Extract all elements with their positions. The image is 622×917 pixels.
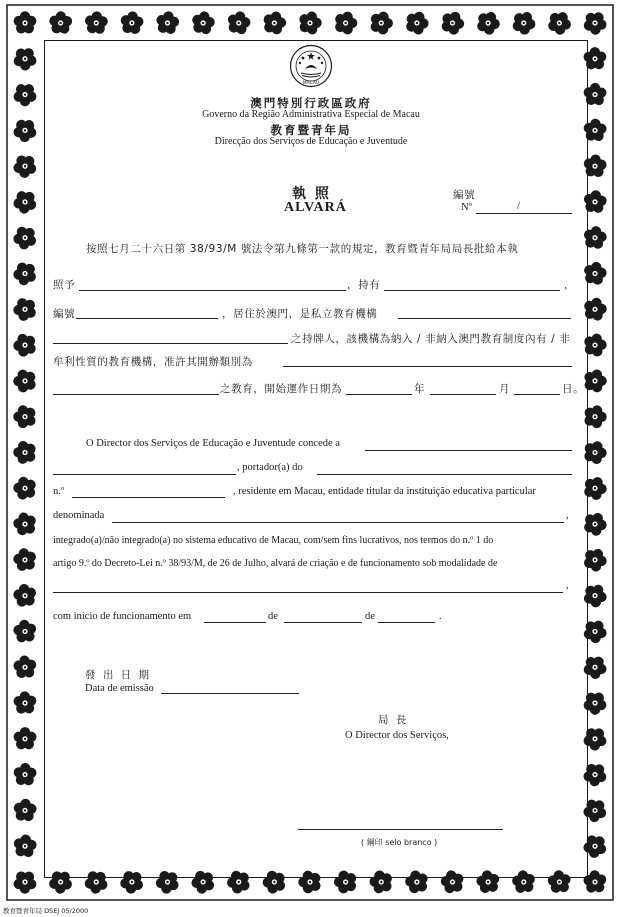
lotus-flower-icon	[10, 221, 42, 253]
grantee-name-field-zh[interactable]	[79, 290, 346, 291]
zh-line-2-a: 照予	[53, 279, 76, 291]
pt-line-3-a: n.º	[53, 486, 65, 497]
pt-line-3-b: , residente em Macau, entidade titular da instituição educativa particular	[233, 486, 536, 497]
macau-emblem-icon	[289, 44, 333, 88]
lotus-flower-icon	[10, 472, 41, 503]
lotus-flower-icon	[10, 257, 42, 289]
document-number-field-zh[interactable]	[76, 318, 218, 319]
title-pt: ALVARÁ	[284, 200, 347, 215]
lotus-flower-icon	[10, 401, 41, 432]
issue-date-label-zh: 發 出 日 期	[85, 669, 152, 681]
department-name-pt: Direcção dos Serviços de Educação e Juventude	[214, 136, 408, 147]
start-month-field-pt[interactable]	[284, 622, 362, 623]
zh-line-5: 牟利性質的教育機構，准許其開辦類別為	[53, 356, 253, 368]
start-day-field-zh[interactable]	[514, 394, 560, 395]
lotus-flower-icon	[155, 10, 181, 35]
lotus-flower-icon	[473, 7, 503, 37]
institution-name-field-zh-1[interactable]	[398, 318, 571, 319]
zh-line-1: 按照七月二十六日第 38/93/M 號法令第九條第一款的規定，教育暨青年局局長批給本執	[86, 243, 519, 255]
seal-note: ( 鋼印 selo branco )	[361, 838, 438, 847]
form-code: 教育暨青年局 DSEJ 05/2000	[3, 907, 89, 915]
lotus-flower-icon	[13, 763, 37, 786]
lotus-flower-icon	[225, 9, 252, 35]
start-day-field-pt[interactable]	[204, 622, 266, 623]
zh-line-6-a: 之教育，開始運作日期為	[220, 383, 343, 395]
lotus-flower-icon	[10, 293, 42, 325]
zh-line-3-a: 編號	[53, 308, 76, 320]
pt-line-7-b: ,	[566, 580, 569, 591]
lotus-flower-icon	[84, 11, 108, 35]
lotus-flower-icon	[190, 9, 216, 35]
lotus-flower-icon	[367, 8, 396, 37]
lotus-flower-icon	[438, 8, 468, 38]
lotus-flower-icon	[11, 616, 41, 646]
department-name-zh: 教育暨青年局	[270, 123, 352, 137]
pt-line-2: , portador(a) do	[237, 462, 303, 473]
issue-date-field[interactable]	[161, 693, 299, 694]
pt-line-8-end: .	[439, 611, 442, 622]
zh-line-4: 之持牌人，該機構為納入 / 非納入澳門教育制度內有 / 非	[291, 333, 571, 345]
pt-line-4-a: denominada	[53, 510, 105, 521]
start-month-field-zh[interactable]	[430, 394, 496, 395]
number-label-zh: 編號	[453, 189, 476, 201]
start-year-field-pt[interactable]	[378, 622, 435, 623]
lotus-flower-icon	[10, 365, 42, 397]
document-type-field-pt[interactable]	[317, 474, 572, 475]
pt-line-4-b: ,	[566, 510, 569, 521]
inner-frame	[44, 40, 588, 878]
pt-de-1: de	[268, 611, 278, 622]
pt-line-5: integrado(a)/não integrado(a) no sistema educativo de Macau, com/sem fins lucrativos, nos termos do n.º 1 do	[53, 535, 494, 546]
pt-line-8-a: com início de funcionamento em	[53, 611, 192, 622]
modality-field-pt[interactable]	[53, 592, 563, 593]
lotus-flower-icon	[509, 7, 540, 37]
number-label-no: Nº	[461, 202, 472, 213]
zh-line-2-b: ，持有	[347, 279, 381, 291]
document-number-field-pt[interactable]	[72, 497, 225, 498]
lotus-flower-icon	[10, 508, 41, 539]
lotus-flower-icon	[14, 727, 37, 749]
issue-date-label-pt: Data de emissão	[85, 683, 154, 694]
pt-de-2: de	[365, 611, 375, 622]
education-type-field-zh-2[interactable]	[53, 394, 219, 395]
month-label-zh: 月	[499, 383, 511, 395]
government-name-pt: Governo da Região Administrativa Especial de Macau	[202, 109, 420, 120]
lotus-flower-icon	[10, 329, 42, 361]
pt-line-1: O Director dos Serviços de Educação e Juventude concede a	[86, 438, 340, 449]
lotus-flower-icon	[544, 7, 575, 38]
lotus-flower-icon	[10, 150, 42, 182]
lotus-flower-icon	[296, 9, 324, 37]
signature-line[interactable]	[298, 829, 503, 830]
zh-line-2-c: ，	[564, 279, 576, 291]
lotus-flower-icon	[11, 652, 40, 681]
emblem-text: MACAU	[302, 81, 320, 86]
lotus-flower-icon	[402, 8, 431, 37]
institution-name-field-zh-2[interactable]	[53, 343, 288, 344]
year-label-zh: 年	[414, 383, 426, 395]
lotus-flower-icon	[119, 10, 144, 34]
institution-name-field-pt[interactable]	[112, 522, 564, 523]
lotus-flower-icon	[332, 8, 361, 36]
zh-line-3-b: ，居住於澳門，是私立教育機構	[222, 308, 378, 320]
day-label-zh: 日。	[562, 383, 585, 395]
education-type-field-zh-1[interactable]	[283, 366, 572, 367]
lotus-flower-icon	[10, 544, 40, 575]
director-title-pt: O Director dos Serviços,	[345, 730, 449, 741]
pt-line-6: artigo 9.º do Decreto-Lei n.º 38/93/M, de 26 de Julho, alvará de criação e de funcionamento sob modalidade de	[53, 558, 498, 569]
title-zh: 執 照	[292, 186, 331, 202]
lotus-flower-icon	[13, 798, 37, 822]
number-slash: /	[517, 201, 520, 212]
lotus-flower-icon	[10, 437, 41, 468]
lotus-flower-icon	[10, 866, 42, 897]
start-year-field-zh[interactable]	[346, 394, 412, 395]
lotus-flower-icon	[13, 833, 38, 857]
lotus-flower-icon	[580, 7, 611, 38]
lotus-flower-icon	[261, 9, 288, 36]
lotus-flower-icon	[14, 11, 37, 33]
lotus-flower-icon	[49, 11, 73, 34]
number-field[interactable]	[476, 213, 572, 214]
grantee-name-field-pt-2[interactable]	[53, 474, 236, 475]
document-type-field-zh[interactable]	[384, 290, 560, 291]
director-title-zh: 局 長	[378, 714, 409, 726]
lotus-flower-icon	[10, 186, 42, 218]
government-name-zh: 澳門特別行政區政府	[250, 96, 372, 110]
lotus-flower-icon	[10, 43, 41, 74]
grantee-name-field-pt-1[interactable]	[365, 450, 572, 451]
lotus-flower-icon	[11, 580, 41, 610]
lotus-flower-icon	[11, 688, 40, 717]
